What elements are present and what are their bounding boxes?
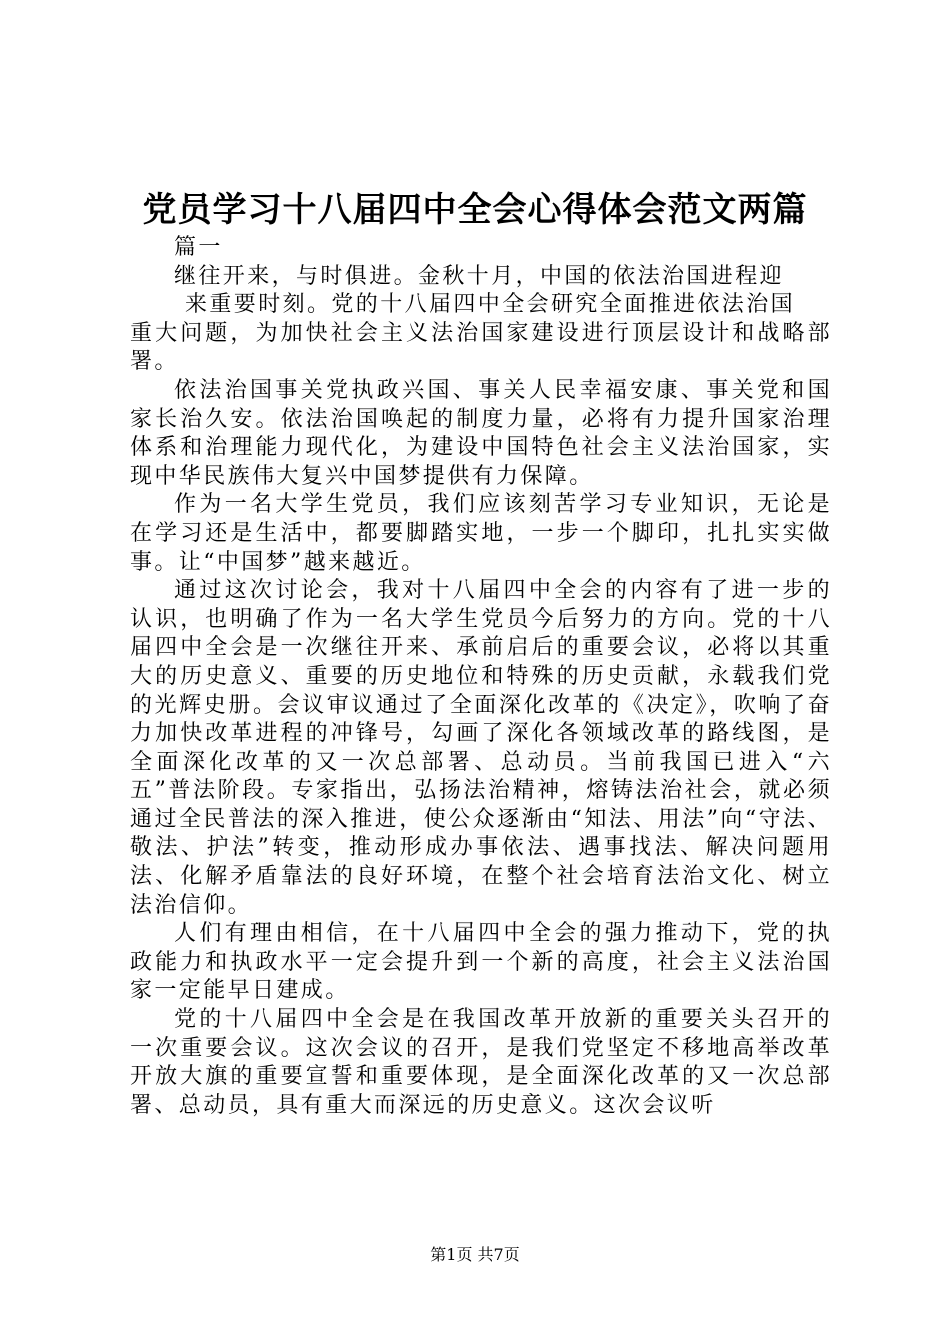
page-footer: 第1页 共7页 bbox=[430, 1245, 520, 1264]
paragraph-1 bbox=[130, 263, 832, 377]
paragraph-6: 党的十八届四中全会是在我国改革开放新的重要关头召开的一次重要会议。这次会议的召开，是我们党坚定不移地高举改革开放大旗的重要宣誓和重要体现，是全面深化改革的又一次总部署、总动员，具有重大而深远的历史意义。这次会议听 bbox=[130, 1007, 832, 1118]
paragraph-3: 作为一名大学生党员，我们应该刻苦学习专业知识，无论是在学习还是生活中，都要脚踏实地，一步一个脚印，扎扎实实做事。让“中国梦”越来越近。 bbox=[130, 492, 832, 575]
paragraph-5: 人们有理由相信，在十八届四中全会的强力推动下，党的执政能力和执政水平一定会提升到一个新的高度，社会主义法治国家一定能早日建成。 bbox=[130, 921, 832, 1004]
paragraph-1-rest: 重大问题，为加快社会主义法治国家建设进行顶层设计和战略部署。 bbox=[130, 320, 832, 375]
paragraph-1-line-1: 继往开来，与时俱进。金秋十月，中国的依法治国进程迎 bbox=[174, 263, 785, 289]
document-title: 党员学习十八届四中全会心得体会范文两篇 bbox=[142, 190, 808, 230]
paragraph-2: 依法治国事关党执政兴国、事关人民幸福安康、事关党和国家长治久安。依法治国唤起的制度力量，必将有力提升国家治理体系和治理能力现代化，为建设中国特色社会主义法治国家，实现中华民族伟大复兴中国梦提供有力保障。 bbox=[130, 377, 832, 489]
document-body bbox=[130, 234, 832, 1120]
paragraph-1-line-2: 来重要时刻。党的十八届四中全会研究全面推进依法治国 bbox=[185, 292, 796, 318]
section-label: 篇一 bbox=[174, 235, 223, 260]
paragraph-4: 通过这次讨论会，我对十八届四中全会的内容有了进一步的认识，也明确了作为一名大学生党员今后努力的方向。党的十八届四中全会是一次继往开来、承前启后的重要会议，必将以其重大的历史意义、重要的历史地位和特殊的历史贡献，永载我们党的光辉史册。会议审议通过了全面深化改革的《决定》，吹响了奋力加快改革进程的冲锋号，勾画了深化各领域改革的路线图，是全面深化改革的又一次总部署、总动员。当前我国已进入“六五”普法阶段。专家指出，弘扬法治精神，熔铸法治社会，就必须通过全民普法的深入推进，使公众逐渐由“知法、用法”向“守法、敬法、护法”转变，推动形成办事依法、遇事找法、解决问题用法、化解矛盾靠法的良好环境，在整个社会培育法治文化、树立法治信仰。 bbox=[130, 578, 832, 918]
